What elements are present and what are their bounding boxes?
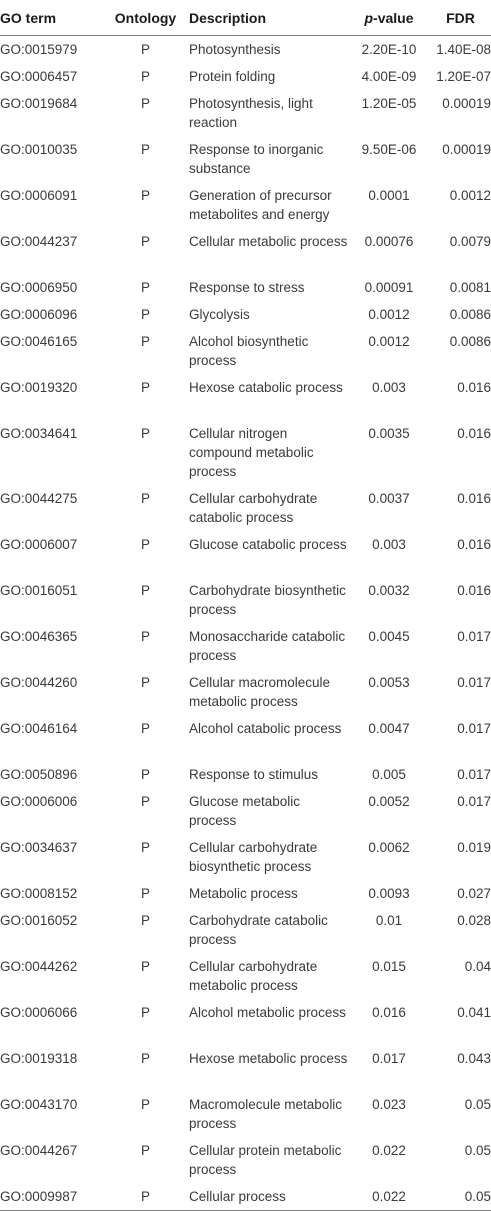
header-pvalue-p: p <box>364 9 374 26</box>
pvalue-cell: 9.50E-06 <box>361 142 417 157</box>
go-term-cell: GO:0044262 <box>0 959 78 974</box>
fdr-cell: 0.0079 <box>449 234 491 249</box>
table-body <box>0 36 491 1211</box>
ontology-cell: P <box>140 380 150 395</box>
go-term-cell: GO:0050896 <box>0 767 78 782</box>
description-cell: Carbohydrate catabolic process <box>189 913 328 947</box>
ontology-cell: P <box>140 307 150 322</box>
go-term-cell: GO:0016052 <box>0 913 78 928</box>
go-term-cell: GO:0046165 <box>0 334 78 349</box>
go-term-cell: GO:0006006 <box>0 794 78 809</box>
pvalue-cell: 0.0037 <box>368 491 410 506</box>
fdr-cell: 0.016 <box>457 491 491 506</box>
description-cell: Cellular carbohydrate metabolic process <box>189 959 318 993</box>
description-cell: Cellular protein metabolic process <box>189 1143 342 1177</box>
header-description: Description <box>188 0 348 36</box>
table-row <box>0 788 491 834</box>
ontology-cell: P <box>140 96 150 111</box>
fdr-cell: 0.016 <box>457 426 491 441</box>
table-row <box>0 63 491 90</box>
go-term-cell: GO:0034641 <box>0 426 78 441</box>
pvalue-cell: 0.0001 <box>368 188 410 203</box>
description-cell: Cellular metabolic process <box>189 234 348 249</box>
go-term-cell: GO:0006950 <box>0 280 78 295</box>
pvalue-cell: 0.00076 <box>364 234 414 249</box>
header-ontology: Ontology <box>103 0 188 36</box>
pvalue-cell: 0.0012 <box>368 307 410 322</box>
header-pvalue-rest: -value <box>373 9 414 26</box>
ontology-cell: P <box>140 42 150 57</box>
fdr-cell: 0.0012 <box>449 188 491 203</box>
ontology-cell: P <box>140 334 150 349</box>
header-go-term: GO term <box>0 0 103 36</box>
description-cell: Glucose metabolic process <box>189 794 301 828</box>
go-term-cell: GO:0034637 <box>0 840 78 855</box>
pvalue-cell: 0.003 <box>372 537 406 552</box>
table-row <box>0 669 491 715</box>
ontology-cell: P <box>140 886 150 901</box>
fdr-cell: 0.019 <box>457 840 491 855</box>
fdr-cell: 0.016 <box>457 380 491 395</box>
pvalue-cell: 0.0093 <box>368 886 410 901</box>
ontology-cell: P <box>140 537 150 552</box>
pvalue-cell: 0.015 <box>372 959 406 974</box>
fdr-cell: 0.017 <box>457 767 491 782</box>
pvalue-cell: 0.005 <box>372 767 406 782</box>
table-row <box>0 301 491 328</box>
fdr-cell: 1.20E-07 <box>436 69 491 84</box>
description-cell: Alcohol biosynthetic process <box>189 334 309 368</box>
go-term-cell: GO:0015979 <box>0 42 78 57</box>
pvalue-cell: 0.0035 <box>368 426 410 441</box>
fdr-cell: 0.017 <box>457 721 491 736</box>
ontology-cell: P <box>140 188 150 203</box>
ontology-cell: P <box>140 280 150 295</box>
ontology-cell: P <box>140 675 150 690</box>
table-header <box>0 0 491 36</box>
fdr-cell: 0.00019 <box>442 142 491 157</box>
table-row <box>0 1183 491 1211</box>
table-row <box>0 274 491 301</box>
ontology-cell: P <box>140 913 150 928</box>
fdr-cell: 1.40E-08 <box>436 42 491 57</box>
fdr-cell: 0.0086 <box>449 334 491 349</box>
pvalue-cell: 0.022 <box>348 1183 430 1211</box>
header-row <box>0 0 491 36</box>
description-cell: Cellular carbohydrate biosynthetic process <box>189 840 318 874</box>
table-row <box>0 907 491 953</box>
ontology-cell: P <box>140 1097 150 1112</box>
go-term-cell: GO:0010035 <box>0 142 78 157</box>
ontology-cell: P <box>140 1143 150 1158</box>
table-row <box>0 1137 491 1183</box>
ontology-cell: P <box>140 629 150 644</box>
fdr-cell: 0.016 <box>457 583 491 598</box>
pvalue-cell: 0.022 <box>372 1143 406 1158</box>
pvalue-cell: 1.20E-05 <box>361 96 417 111</box>
pvalue-cell: 0.0047 <box>368 721 410 736</box>
pvalue-cell: 0.0012 <box>368 334 410 349</box>
pvalue-cell: 0.0062 <box>368 840 410 855</box>
go-term-cell: GO:0046365 <box>0 629 78 644</box>
table-row <box>0 715 491 761</box>
fdr-cell: 0.04 <box>464 959 491 974</box>
table-row <box>0 485 491 531</box>
ontology-cell: P <box>140 142 150 157</box>
fdr-cell: 0.05 <box>430 1183 491 1211</box>
go-term-cell: GO:0009987 <box>0 1183 103 1211</box>
go-term-cell: GO:0044275 <box>0 491 78 506</box>
fdr-cell: 0.0086 <box>449 307 491 322</box>
pvalue-cell: 2.20E-10 <box>361 42 417 57</box>
pvalue-cell: 0.023 <box>372 1097 406 1112</box>
table-row <box>0 1091 491 1137</box>
table-row <box>0 182 491 228</box>
ontology-cell: P <box>140 959 150 974</box>
ontology-cell: P <box>140 583 150 598</box>
pvalue-cell: 0.016 <box>372 1005 406 1020</box>
fdr-cell: 0.05 <box>464 1143 491 1158</box>
go-term-cell: GO:0046164 <box>0 721 78 736</box>
go-term-cell: GO:0006091 <box>0 188 78 203</box>
ontology-cell: P <box>140 840 150 855</box>
description-cell: Carbohydrate biosynthetic process <box>189 583 346 617</box>
description-cell: Response to stress <box>189 280 305 295</box>
ontology-cell: P <box>103 1183 188 1211</box>
description-cell: Hexose metabolic process <box>189 1051 348 1066</box>
table-row <box>0 36 491 64</box>
ontology-cell: P <box>140 69 150 84</box>
description-cell: Cellular process <box>188 1183 348 1211</box>
table-row <box>0 136 491 182</box>
table-row <box>0 953 491 999</box>
go-term-cell: GO:0019684 <box>0 96 78 111</box>
description-cell: Cellular carbohydrate catabolic process <box>189 491 318 525</box>
table-row <box>0 761 491 788</box>
fdr-cell: 0.016 <box>457 537 491 552</box>
go-term-cell: GO:0016051 <box>0 583 78 598</box>
description-cell: Protein folding <box>189 69 276 84</box>
description-cell: Response to inorganic substance <box>189 142 324 176</box>
go-term-cell: GO:0008152 <box>0 886 78 901</box>
table-row <box>0 90 491 136</box>
ontology-cell: P <box>140 234 150 249</box>
fdr-cell: 0.0081 <box>449 280 491 295</box>
description-cell: Photosynthesis, light reaction <box>189 96 313 130</box>
description-cell: Metabolic process <box>189 886 298 901</box>
pvalue-cell: 0.00091 <box>364 280 414 295</box>
ontology-cell: P <box>140 1051 150 1066</box>
go-term-cell: GO:0006096 <box>0 307 78 322</box>
pvalue-cell: 0.0053 <box>368 675 410 690</box>
ontology-cell: P <box>140 426 150 441</box>
go-term-cell: GO:0019318 <box>0 1051 78 1066</box>
fdr-cell: 0.028 <box>457 913 491 928</box>
fdr-cell: 0.017 <box>457 629 491 644</box>
table-row <box>0 328 491 374</box>
ontology-cell: P <box>140 794 150 809</box>
go-term-cell: GO:0044267 <box>0 1143 78 1158</box>
pvalue-cell: 0.0045 <box>368 629 410 644</box>
pvalue-cell: 0.01 <box>375 913 403 928</box>
description-cell: Glucose catabolic process <box>189 537 347 552</box>
table-row <box>0 577 491 623</box>
table-row <box>0 1045 491 1091</box>
table-row <box>0 880 491 907</box>
header-pvalue <box>348 0 430 36</box>
ontology-cell: P <box>140 491 150 506</box>
fdr-cell: 0.027 <box>457 886 491 901</box>
header-fdr: FDR <box>430 0 491 36</box>
go-term-cell: GO:0044237 <box>0 234 78 249</box>
go-term-cell: GO:0043170 <box>0 1097 78 1112</box>
pvalue-cell: 4.00E-09 <box>361 69 417 84</box>
description-cell: Response to stimulus <box>189 767 319 782</box>
description-cell: Macromolecule metabolic process <box>189 1097 343 1131</box>
table-row <box>0 420 491 485</box>
table-row <box>0 623 491 669</box>
description-cell: Generation of precursor metabolites and energy <box>189 188 332 222</box>
description-cell: Cellular macromolecule metabolic process <box>189 675 331 709</box>
table-row <box>0 999 491 1045</box>
pvalue-cell: 0.0032 <box>368 583 410 598</box>
go-term-cell: GO:0006007 <box>0 537 78 552</box>
fdr-cell: 0.05 <box>464 1097 491 1112</box>
pvalue-cell: 0.0052 <box>368 794 410 809</box>
description-cell: Glycolysis <box>189 307 250 322</box>
fdr-cell: 0.017 <box>457 675 491 690</box>
go-term-cell: GO:0019320 <box>0 380 78 395</box>
pvalue-cell: 0.017 <box>372 1051 406 1066</box>
description-cell: Hexose catabolic process <box>189 380 343 395</box>
description-cell: Monosaccharide catabolic process <box>189 629 346 663</box>
ontology-cell: P <box>140 767 150 782</box>
go-term-cell: GO:0006457 <box>0 69 78 84</box>
ontology-cell: P <box>140 1005 150 1020</box>
table-row <box>0 834 491 880</box>
description-cell: Alcohol catabolic process <box>189 721 342 736</box>
fdr-cell: 0.00019 <box>442 96 491 111</box>
pvalue-cell: 0.003 <box>372 380 406 395</box>
description-cell: Cellular nitrogen compound metabolic process <box>189 426 314 479</box>
table-row <box>0 531 491 577</box>
fdr-cell: 0.017 <box>457 794 491 809</box>
description-cell: Photosynthesis <box>189 42 281 57</box>
description-cell: Alcohol metabolic process <box>189 1005 346 1020</box>
fdr-cell: 0.041 <box>457 1005 491 1020</box>
table-row <box>0 228 491 274</box>
ontology-cell: P <box>140 721 150 736</box>
go-term-cell: GO:0006066 <box>0 1005 78 1020</box>
table-row <box>0 374 491 420</box>
fdr-cell: 0.043 <box>457 1051 491 1066</box>
go-term-cell: GO:0044260 <box>0 675 78 690</box>
